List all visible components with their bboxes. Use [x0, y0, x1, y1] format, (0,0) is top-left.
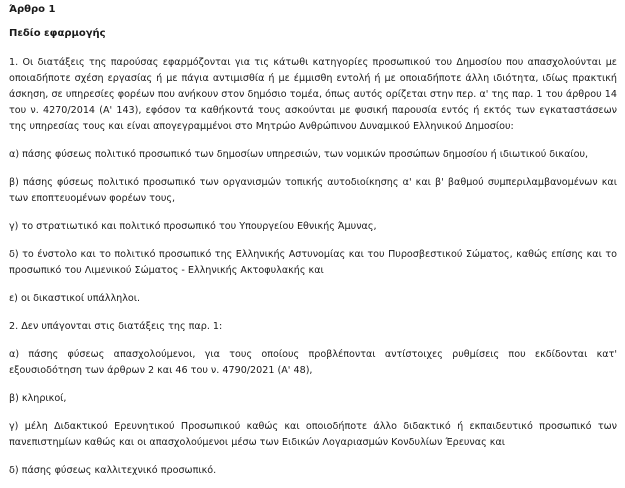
paragraph-2: 2. Δεν υπάγονται στις διατάξεις της παρ. 1:	[9, 321, 223, 332]
item-1b: β) πάσης φύσεως πολιτικό προσωπικό των οργανισμών τοπικής αυτοδιοίκησης α' και β' βαθμού συμπεριλαμβανομένων και των εποπτευομένων φορέων τους,	[9, 177, 617, 204]
paragraph-1: 1. Οι διατάξεις της παρούσας εφαρμόζονται για τις κάτωθι κατηγορίες προσωπικού του Δημοσίου που απασχολούνται με οποιαδήποτε σχέση εργασίας ή με πάγια αντιμισθία ή με έμμισθη εντολή ή με οποιαδήποτε άλλη ιδιότητα, ιδίως πρακτική άσκηση, σε υπηρεσίες φορέων που ανήκουν στον δημόσιο τομέα, όπως αυτός ορίζεται στην περ. α' της παρ. 1 του άρθρου 14 του ν. 4270/2014 (Α' 143), εφόσον τα καθήκοντά τους ασκούνται με φυσική παρουσία εντός ή εκτός των εγκαταστάσεων της υπηρεσίας τους και είναι απογεγραμμένοι στο Μητρώο Ανθρώπινου Δυναμικού Ελληνικού Δημοσίου:	[9, 57, 617, 132]
article-subtitle: Πεδίο εφαρμογής	[9, 28, 106, 39]
item-1a: α) πάσης φύσεως πολιτικό προσωπικό των δημοσίων υπηρεσιών, των νομικών προσώπων δημοσίου ή ιδιωτικού δικαίου,	[9, 149, 589, 160]
item-2c: γ) μέλη Διδακτικού Ερευνητικού Προσωπικού καθώς και οποιοδήποτε άλλο διδακτικό ή εκπαιδευτικό προσωπικό των πανεπιστημίων καθώς και οι απασχολούμενοι μέσω των Ειδικών Λογαριασμών Κονδυλίων Έρευνας και	[9, 421, 617, 448]
item-2b: β) κληρικοί,	[9, 393, 67, 404]
item-1e: ε) οι δικαστικοί υπάλληλοι.	[9, 293, 141, 304]
item-2d: δ) πάσης φύσεως καλλιτεχνικό προσωπικό.	[9, 465, 217, 476]
article-title: Άρθρο 1	[9, 4, 56, 15]
item-2a: α) πάσης φύσεως απασχολούμενοι, για τους οποίους προβλέπονται αντίστοιχες ρυθμίσεις που εκδίδονται κατ' εξουσιοδότηση των άρθρων 2 και 46 του ν. 4790/2021 (Α' 48),	[9, 349, 617, 376]
item-1d: δ) το ένστολο και το πολιτικό προσωπικό της Ελληνικής Αστυνομίας και του Πυροσβεστικού Σώματος, καθώς επίσης και το προσωπικό του Λιμενικού Σώματος - Ελληνικής Ακτοφυλακής και	[9, 249, 617, 276]
item-1c: γ) το στρατιωτικό και πολιτικό προσωπικό του Υπουργείου Εθνικής Άμυνας,	[9, 221, 377, 232]
